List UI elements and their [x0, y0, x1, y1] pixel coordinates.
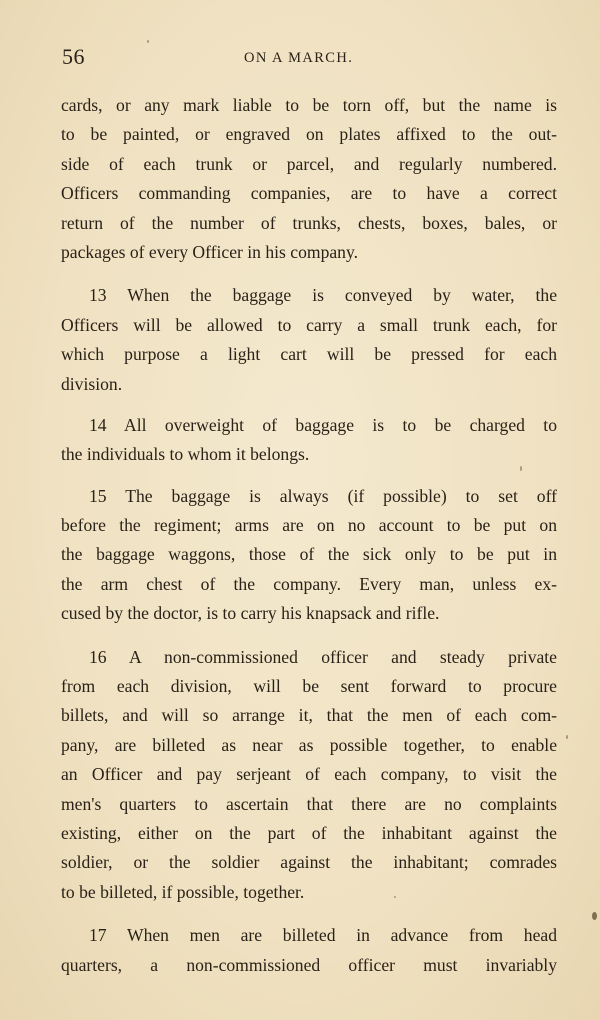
text-line: the arm chest of the company. Every man, unless ex-: [61, 573, 557, 594]
text-line: which purpose a light cart will be pressed for each: [61, 344, 557, 365]
paragraph-17: [61, 921, 557, 980]
text-line: packages of every Officer in his company.: [61, 241, 359, 262]
text-line: 16 A non-commissioned officer and steady private: [89, 646, 557, 667]
text-line: before the regiment; arms are on no account to be put on: [61, 515, 557, 536]
paragraph-16: [61, 643, 557, 908]
text-line: to be painted, or engraved on plates affixed to the out-: [61, 124, 557, 145]
paper-speck: [592, 912, 597, 920]
text-line: men's quarters to ascertain that there are no complaints: [61, 793, 557, 814]
page-header: [62, 44, 560, 74]
text-line: the individuals to whom it belongs.: [61, 444, 310, 465]
paper-speck: [566, 735, 568, 739]
text-line: Officers commanding companies, are to have a correct: [61, 183, 557, 204]
text-line: 14 All overweight of baggage is to be charged to: [89, 414, 557, 435]
text-line: to be billeted, if possible, together.: [61, 881, 305, 902]
text-line: 17 When men are billeted in advance from head: [89, 925, 557, 946]
text-line: from each division, will be sent forward to procure: [61, 676, 557, 697]
paragraph-continuation: [61, 91, 557, 267]
text-line: billets, and will so arrange it, that the men of each com-: [61, 705, 557, 726]
text-line: cused by the doctor, is to carry his knapsack and rifle.: [61, 603, 440, 624]
text-line: pany, are billeted as near as possible together, to enable: [61, 734, 557, 755]
text-line: quarters, a non-commissioned officer must invariably: [61, 954, 557, 975]
text-line: cards, or any mark liable to be torn off, but the name is: [61, 95, 557, 115]
page-number: 56: [62, 44, 85, 69]
running-head: ON A MARCH.: [244, 50, 354, 66]
text-line: side of each trunk or parcel, and regularly numbered.: [61, 153, 557, 174]
text-line: 13 When the baggage is conveyed by water, the: [89, 285, 557, 306]
text-line: soldier, or the soldier against the inhabitant; comrades: [61, 852, 557, 873]
paragraph-14: [61, 411, 557, 470]
paragraph-13: [61, 281, 557, 399]
text-line: division.: [61, 373, 123, 394]
text-line: Officers will be allowed to carry a small trunk each, for: [61, 314, 557, 335]
paper-speck: [520, 466, 522, 471]
page-body: [61, 91, 557, 980]
text-line: 15 The baggage is always (if possible) to set off: [89, 485, 557, 506]
text-line: return of the number of trunks, chests, boxes, bales, or: [61, 212, 557, 233]
paragraph-15: [61, 482, 557, 629]
text-line: an Officer and pay serjeant of each company, to visit the: [61, 764, 557, 785]
text-line: the baggage waggons, those of the sick only to be put in: [61, 544, 557, 565]
paper-speck: [394, 896, 396, 898]
text-line: existing, either on the part of the inhabitant against the: [61, 822, 557, 843]
paper-speck: [147, 40, 149, 43]
